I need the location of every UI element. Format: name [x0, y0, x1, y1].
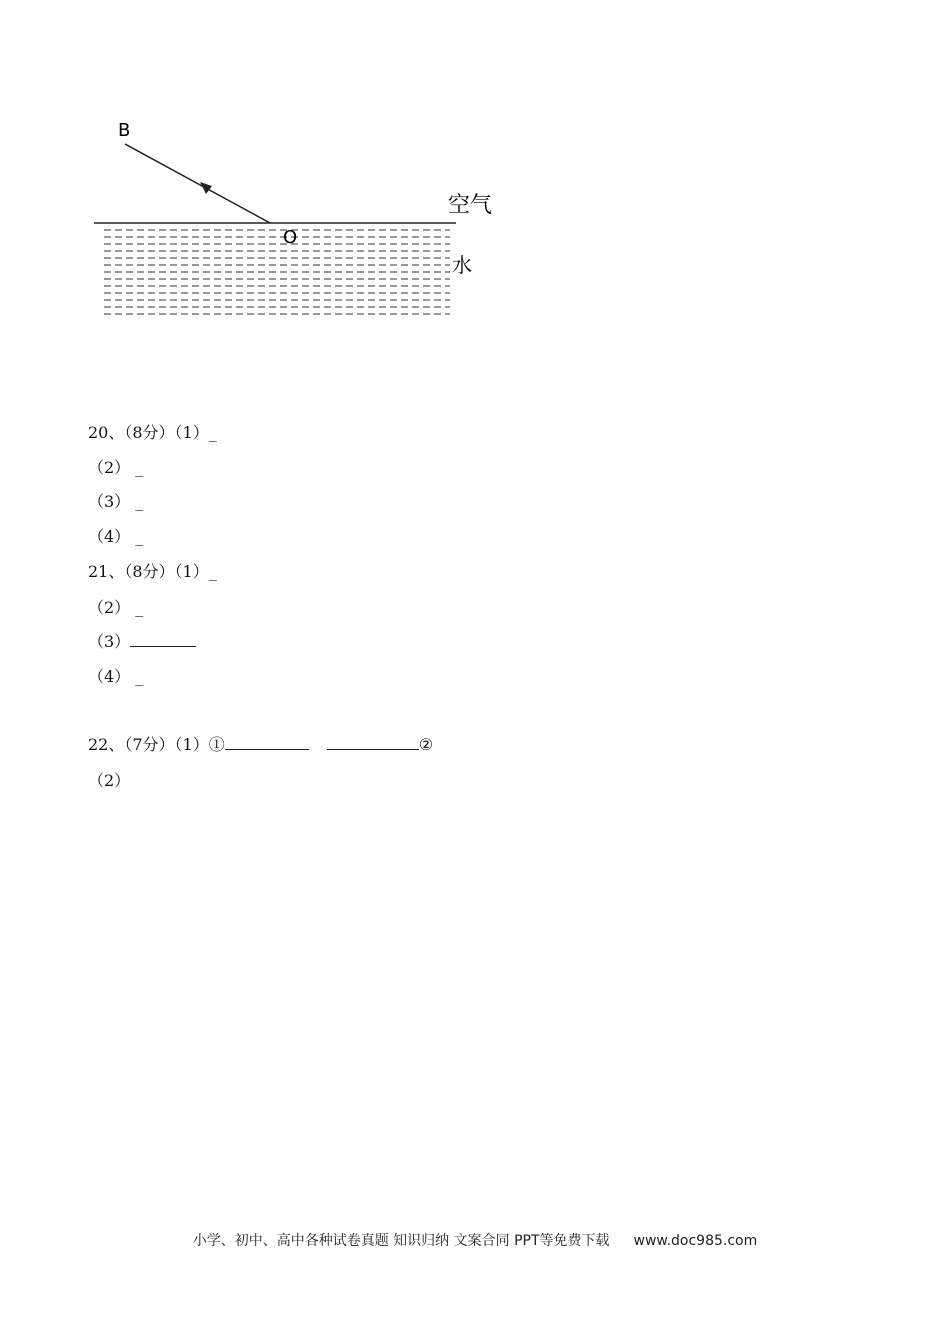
q20-part2: （2） _ [88, 458, 144, 477]
q21-part2: （2） _ [88, 598, 144, 617]
q20-header: 20、（8分）（1）_ [88, 423, 217, 442]
refraction-diagram [80, 110, 520, 335]
q22-part2: （2） [88, 771, 131, 790]
water-hatching [104, 230, 450, 314]
q20-part3: （3） _ [88, 492, 144, 511]
q21-part3-blank [130, 631, 196, 647]
label-b: B [118, 120, 131, 141]
q22-blank-1 [225, 734, 309, 750]
incident-ray [125, 144, 270, 223]
q22-header-label: 22、（7分）（1）① [88, 735, 225, 754]
q22-mark2: ② [418, 735, 434, 754]
q21-part4: （4） _ [88, 667, 144, 686]
footer-text: 小学、初中、高中各种试卷真题 知识归纳 文案合同 PPT等免费下载 [192, 1233, 610, 1249]
ray-arrowhead [200, 182, 212, 194]
q21-header: 21、（8分）（1）_ [88, 562, 217, 581]
q22-header [88, 734, 433, 756]
footer-url[interactable]: www.doc985.com [633, 1233, 758, 1249]
page-footer [0, 1230, 950, 1250]
q22-blank-2 [327, 734, 419, 750]
label-o: O [283, 227, 298, 248]
q21-part3 [88, 631, 196, 653]
label-water: 水 [452, 253, 472, 277]
q20-part4: （4） _ [88, 527, 144, 546]
label-air: 空气 [448, 193, 493, 218]
q21-part3-label: （3） [88, 632, 131, 651]
